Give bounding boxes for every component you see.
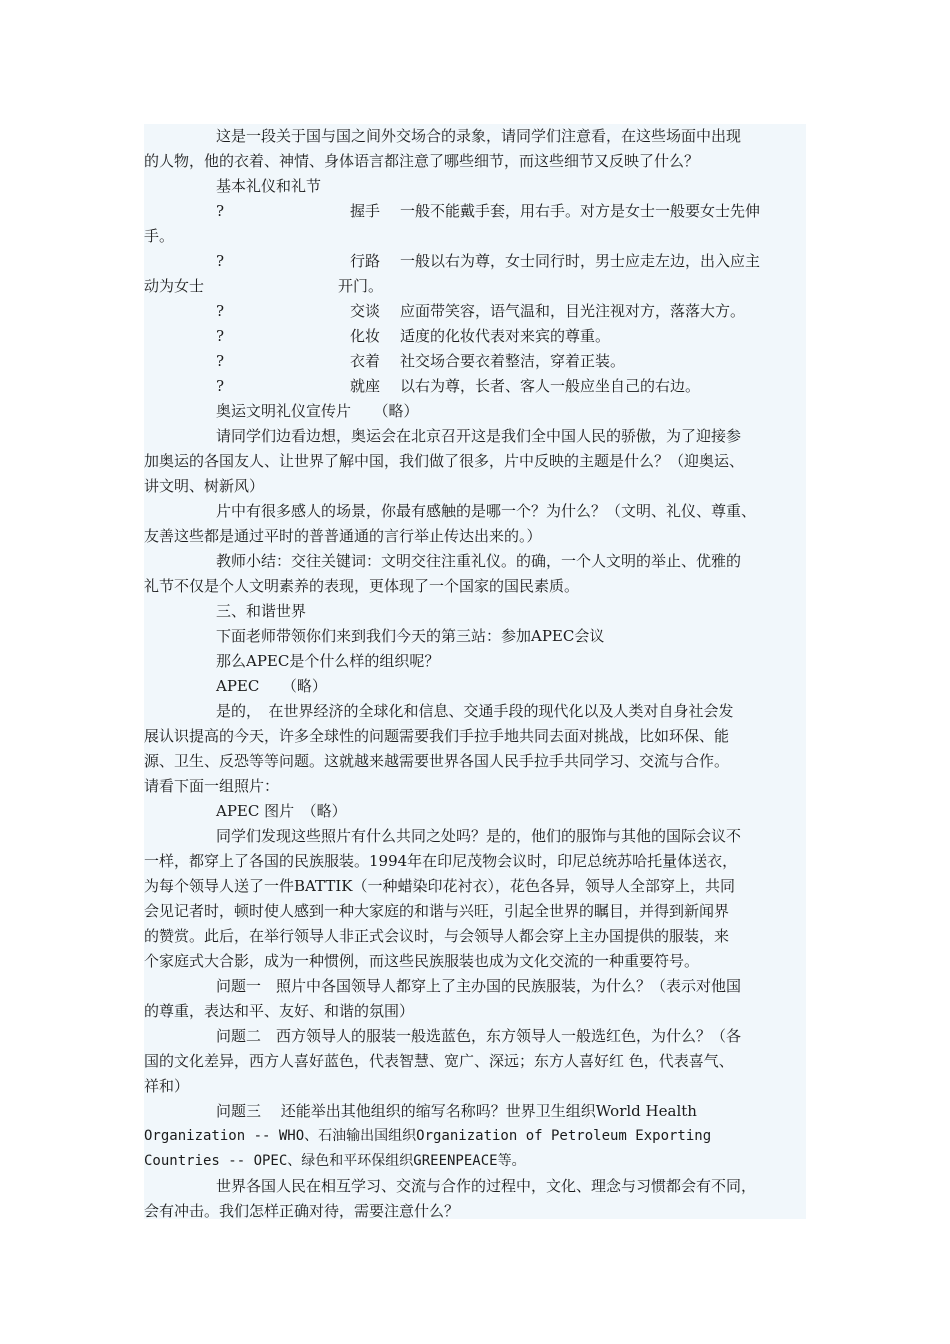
bullet-marker: ? xyxy=(216,377,225,395)
etiquette-term: 衣着 xyxy=(350,352,381,370)
etiquette-term: 交谈 xyxy=(350,302,381,320)
etiquette-item-makeup xyxy=(144,324,806,349)
etiquette-cont-text: 动为女士 xyxy=(144,277,205,295)
olympic-p1-line-2: 加奥运的各国友人、让世界了解中国，我们做了很多，片中反映的主题是什么？（迎奥运、 xyxy=(144,452,745,470)
apec-p2-line-6: 个家庭式大合影，成为一种惯例，而这些民族服装也成为文化交流的一种重要符号。 xyxy=(144,952,700,970)
bullet-marker: ? xyxy=(216,202,225,220)
apec-video-note: APEC （略） xyxy=(216,677,327,695)
etiquette-cont-text-2: 开门。 xyxy=(338,277,384,295)
etiquette-item-walking-cont xyxy=(144,274,806,299)
question-3-line-1: 问题三 还能举出其他组织的缩写名称吗？世界卫生组织World Health xyxy=(216,1102,697,1120)
question-2-line-1: 问题二 西方领导人的服装一般选蓝色，东方领导人一般选红色，为什么？（各 xyxy=(216,1027,742,1045)
question-1-line-2: 的尊重，表达和平、友好、和谐的氛围） xyxy=(144,1002,415,1020)
apec-p2-line-3: 为每个领导人送了一件BATTIK（一种蜡染印花衬衣），花色各异，领导人全部穿上，共同 xyxy=(144,877,735,895)
apec-p2-line-4: 会见记者时，顿时使人感到一种大家庭的和谐与兴旺，引起全世界的瞩目，并得到新闻界 xyxy=(144,902,730,920)
intro-line-1: 这是一段关于国与国之间外交场合的录象，请同学们注意看，在这些场面中出现 xyxy=(216,127,742,145)
etiquette-item-handshake xyxy=(144,199,806,224)
intro-line-2: 的人物，他的衣着、神情、身体语言都注意了哪些细节，而这些细节又反映了什么？ xyxy=(144,152,700,170)
etiquette-item-handshake-cont: 手。 xyxy=(144,227,175,245)
question-1-line-1: 问题一 照片中各国领导人都穿上了主办国的民族服装，为什么？（表示对他国 xyxy=(216,977,742,995)
lesson-text-block xyxy=(144,124,806,1219)
etiquette-desc: 社交场合要衣着整洁，穿着正装。 xyxy=(400,352,626,370)
apec-p2-line-1: 同学们发现这些照片有什么共同之处吗？是的，他们的服饰与其他的国际会议不 xyxy=(216,827,742,845)
etiquette-term: 行路 xyxy=(350,252,381,270)
etiquette-desc: 应面带笑容，语气温和，目光注视对方，落落大方。 xyxy=(400,302,746,320)
question-3-line-3: Countries -- OPEC、绿色和平环保组织GREENPEACE等。 xyxy=(144,1153,526,1169)
etiquette-desc: 适度的化妆代表对来宾的尊重。 xyxy=(400,327,611,345)
question-3-line-2: Organization -- WHO、石油输出国组织Organization of Petroleum Exporting xyxy=(144,1128,712,1144)
closing-line-1: 世界各国人民在相互学习、交流与合作的过程中，文化、理念与习惯都会有不同， xyxy=(216,1177,757,1195)
etiquette-term: 握手 xyxy=(350,202,381,220)
apec-p2-line-5: 的赞赏。此后，在举行领导人非正式会议时，与会领导人都会穿上主办国提供的服装，来 xyxy=(144,927,730,945)
etiquette-item-attire xyxy=(144,349,806,374)
apec-p1-line-4: 请看下面一组照片： xyxy=(144,777,280,795)
etiquette-item-seating xyxy=(144,374,806,399)
etiquette-item-talking xyxy=(144,299,806,324)
etiquette-term: 化妆 xyxy=(350,327,381,345)
teacher-summary-line-1: 教师小结：交往关键词：文明交往注重礼仪。的确，一个人文明的举止、优雅的 xyxy=(216,552,742,570)
apec-p1-line-3: 源、卫生、反恐等等问题。这就越来越需要世界各国人民手拉手共同学习、交流与合作。 xyxy=(144,752,730,770)
bullet-marker: ? xyxy=(216,302,225,320)
teacher-summary-line-2: 礼节不仅是个人文明素养的表现，更体现了一个国家的国民素质。 xyxy=(144,577,580,595)
apec-photos-note: APEC 图片 （略） xyxy=(216,802,347,820)
etiquette-desc: 一般不能戴手套，用右手。对方是女士一般要女士先伸 xyxy=(400,202,761,220)
apec-p1-line-1: 是的， 在世界经济的全球化和信息、交通手段的现代化以及人类对自身社会发 xyxy=(216,702,734,720)
etiquette-heading: 基本礼仪和礼节 xyxy=(216,177,322,195)
apec-p2-line-2: 一样，都穿上了各国的民族服装。1994年在印尼茂物会议时，印尼总统苏哈托量体送衣， xyxy=(144,852,738,870)
question-2-line-2: 国的文化差异，西方人喜好蓝色，代表智慧、宽广、深远；东方人喜好红 色，代表喜气、 xyxy=(144,1052,734,1070)
bullet-marker: ? xyxy=(216,252,225,270)
etiquette-desc: 一般以右为尊，女士同行时，男士应走左边，出入应主 xyxy=(400,252,761,270)
olympic-p2-line-2: 友善这些都是通过平时的普普通通的言行举止传达出来的。） xyxy=(144,527,542,545)
olympic-p1-line-3: 讲文明、树新风） xyxy=(144,477,265,495)
etiquette-item-walking xyxy=(144,249,806,274)
question-2-line-3: 祥和） xyxy=(144,1077,190,1095)
olympic-p2-line-1: 片中有很多感人的场景，你最有感触的是哪一个？为什么？（文明、礼仪、尊重、 xyxy=(216,502,757,520)
closing-line-2: 会有冲击。我们怎样正确对待，需要注意什么？ xyxy=(144,1202,460,1220)
section3-intro: 下面老师带领你们来到我们今天的第三站：参加APEC会议 xyxy=(216,627,605,645)
etiquette-term: 就座 xyxy=(350,377,381,395)
bullet-marker: ? xyxy=(216,352,225,370)
apec-p1-line-2: 展认识提高的今天，许多全球性的问题需要我们手拉手地共同去面对挑战，比如环保、能 xyxy=(144,727,730,745)
bullet-marker: ? xyxy=(216,327,225,345)
etiquette-desc: 以右为尊，长者、客人一般应坐自己的右边。 xyxy=(400,377,701,395)
olympic-p1-line-1: 请同学们边看边想，奥运会在北京召开这是我们全中国人民的骄傲，为了迎接参 xyxy=(216,427,742,445)
olympic-video-note: 奥运文明礼仪宣传片 （略） xyxy=(216,402,419,420)
apec-question: 那么APEC是个什么样的组织呢？ xyxy=(216,652,440,670)
section3-heading: 三、和谐世界 xyxy=(216,602,307,620)
